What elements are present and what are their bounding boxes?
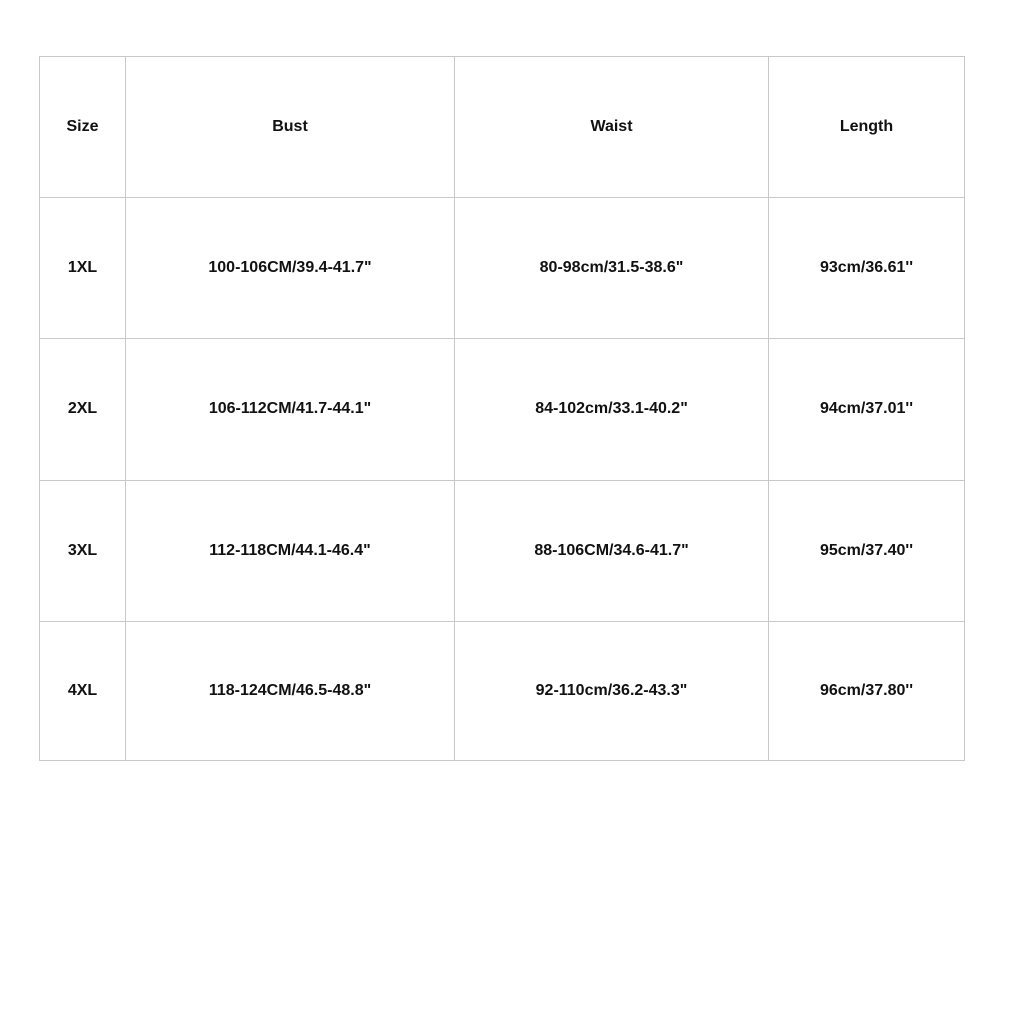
header-waist: Waist — [455, 57, 769, 198]
cell-waist: 84-102cm/33.1-40.2" — [455, 339, 769, 480]
cell-size: 4XL — [40, 621, 126, 760]
cell-waist: 80-98cm/31.5-38.6" — [455, 198, 769, 339]
cell-bust: 118-124CM/46.5-48.8" — [126, 621, 455, 760]
cell-waist: 88-106CM/34.6-41.7" — [455, 480, 769, 621]
cell-size: 2XL — [40, 339, 126, 480]
table-header-row — [40, 57, 965, 198]
cell-size: 3XL — [40, 480, 126, 621]
table-row — [40, 198, 965, 339]
table-row — [40, 339, 965, 480]
header-length: Length — [769, 57, 965, 198]
header-size: Size — [40, 57, 126, 198]
cell-length: 96cm/37.80'' — [769, 621, 965, 760]
cell-length: 94cm/37.01'' — [769, 339, 965, 480]
table-row — [40, 621, 965, 760]
table-row — [40, 480, 965, 621]
cell-waist: 92-110cm/36.2-43.3" — [455, 621, 769, 760]
size-chart-table — [39, 56, 965, 761]
cell-size: 1XL — [40, 198, 126, 339]
cell-bust: 112-118CM/44.1-46.4" — [126, 480, 455, 621]
cell-length: 95cm/37.40'' — [769, 480, 965, 621]
cell-bust: 100-106CM/39.4-41.7" — [126, 198, 455, 339]
header-bust: Bust — [126, 57, 455, 198]
cell-length: 93cm/36.61'' — [769, 198, 965, 339]
cell-bust: 106-112CM/41.7-44.1" — [126, 339, 455, 480]
